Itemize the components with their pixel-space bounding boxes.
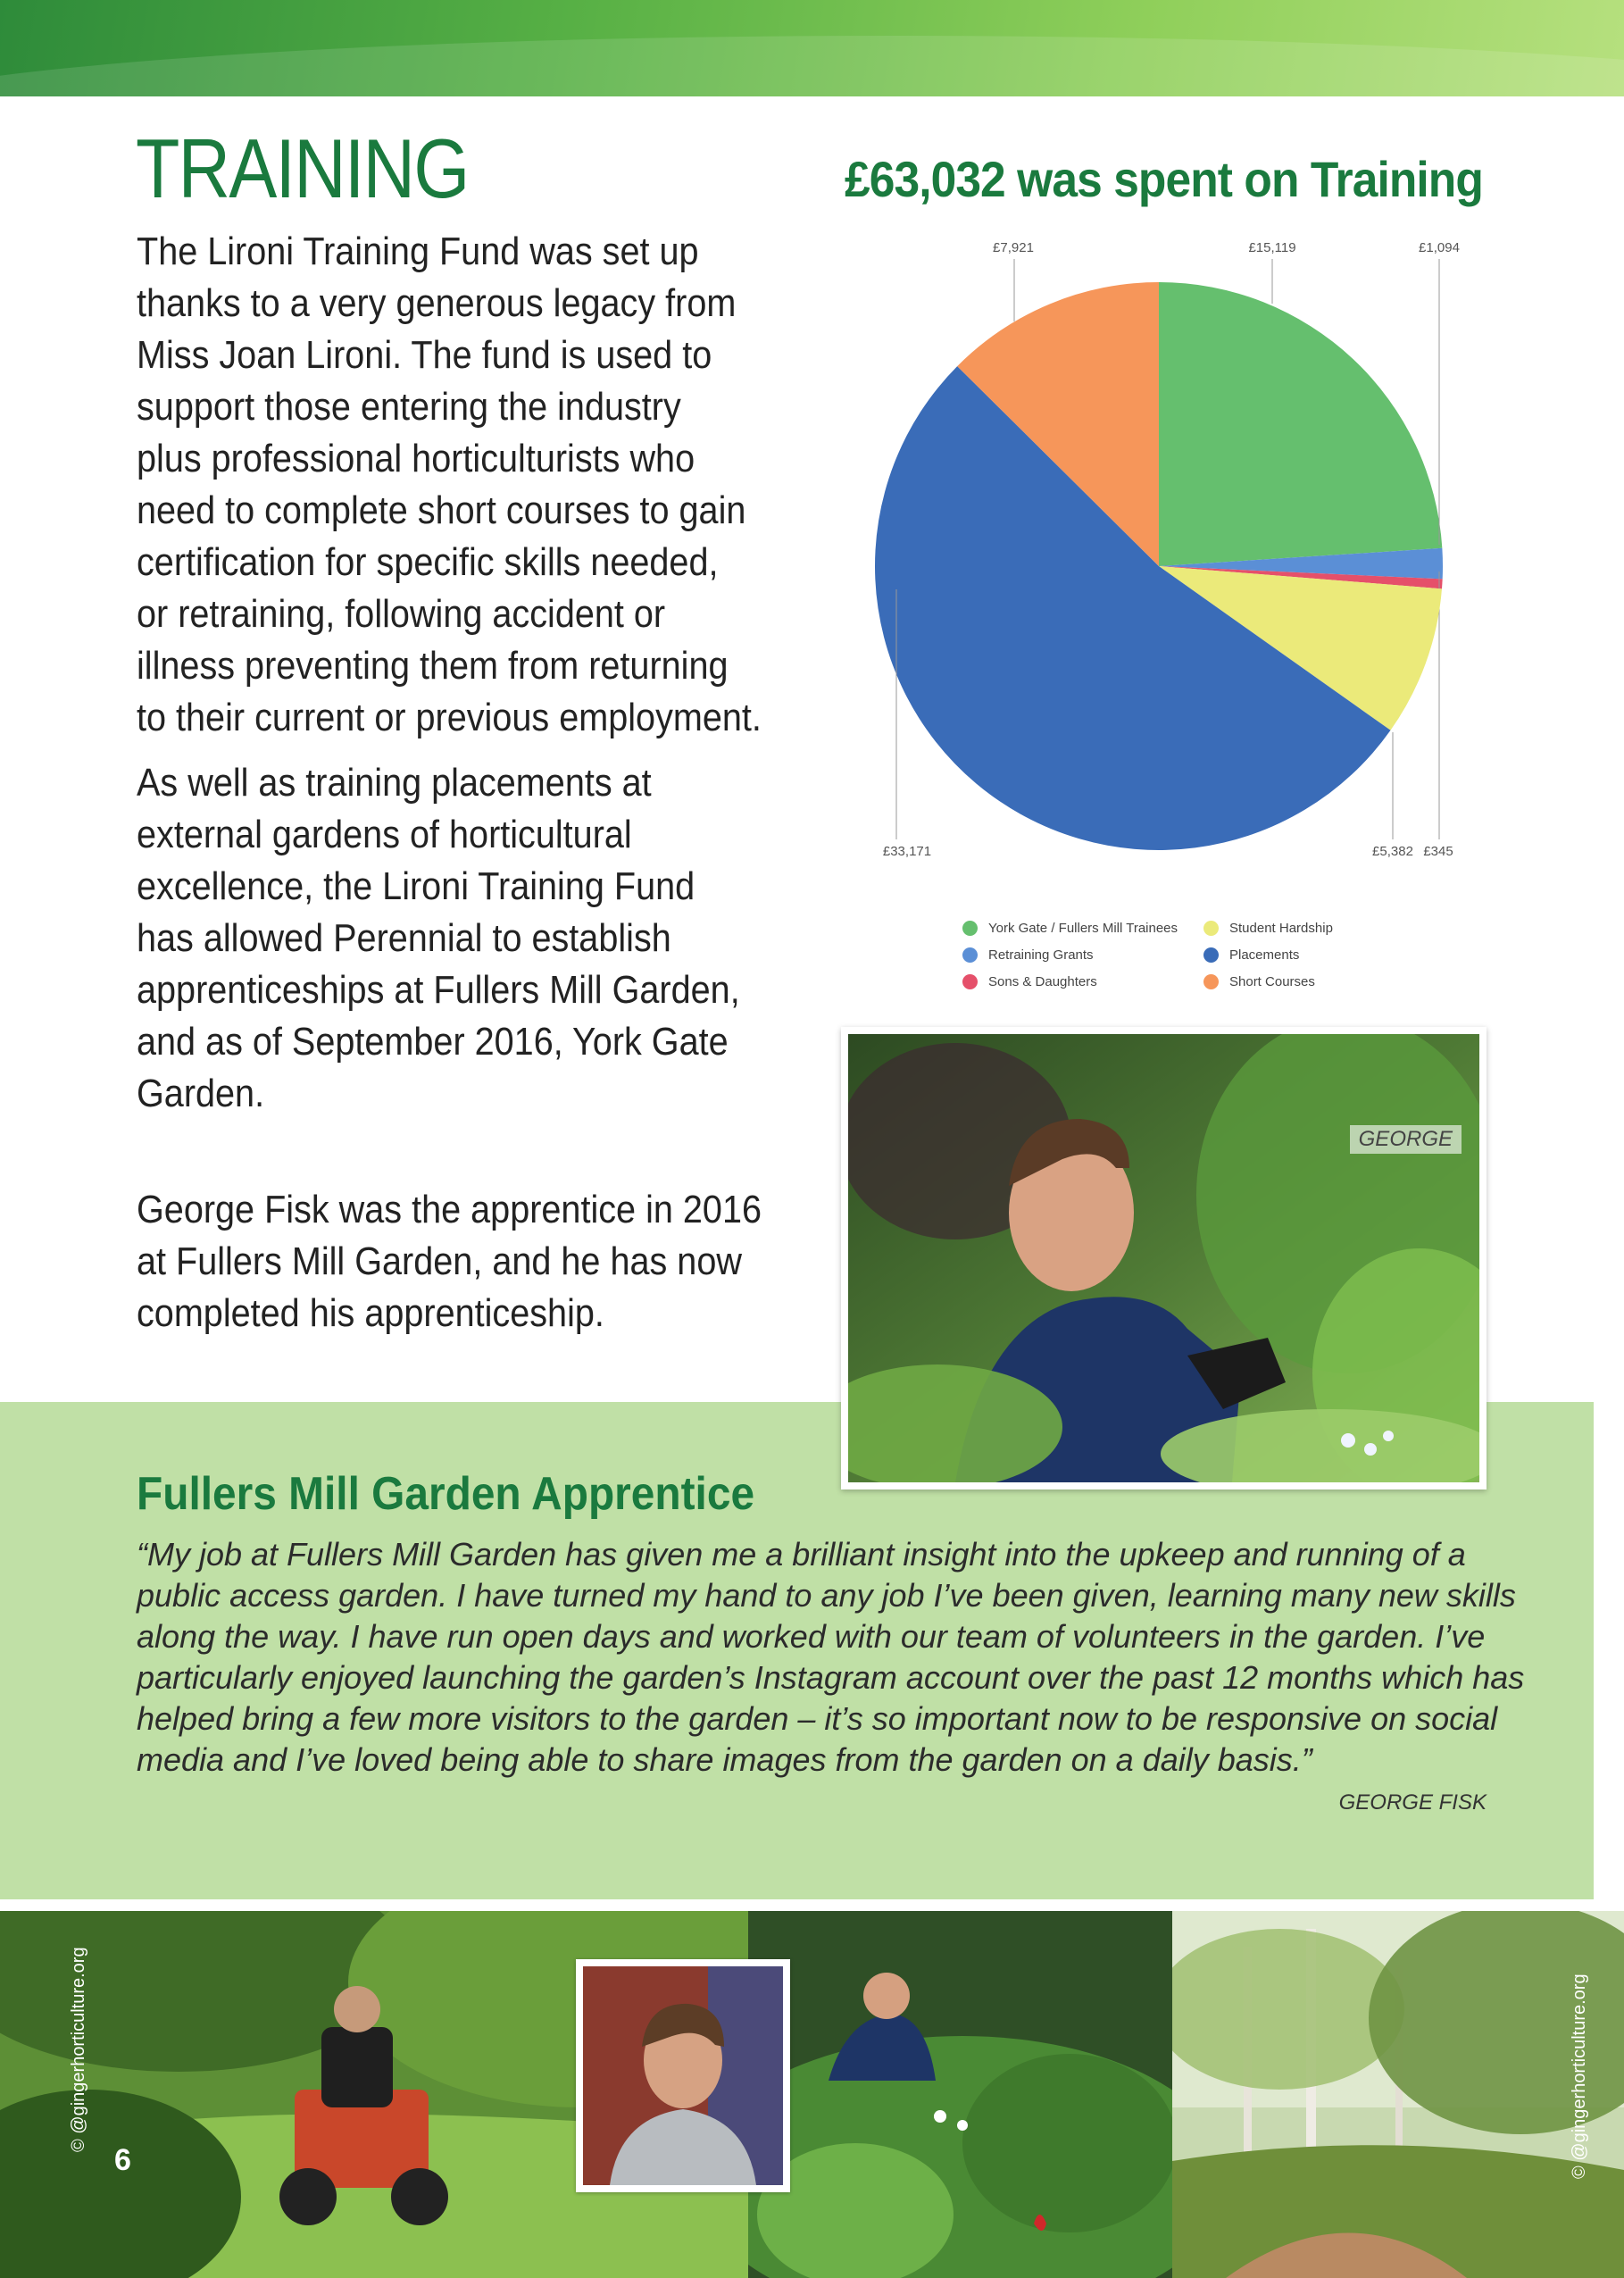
legend-swatch bbox=[1203, 974, 1219, 989]
legend-item bbox=[1203, 945, 1427, 964]
legend-swatch bbox=[1203, 921, 1219, 936]
slice-value-label: £345 bbox=[1423, 844, 1453, 859]
legend-swatch bbox=[962, 974, 978, 989]
photo-credit-right: © @gingerhorticulture.org bbox=[1570, 1973, 1589, 2179]
slice-value-label: £15,119 bbox=[1248, 240, 1296, 255]
photo-caption: GEORGE bbox=[1350, 1125, 1462, 1154]
page-title: TRAINING bbox=[136, 121, 469, 215]
chart-legend bbox=[962, 918, 1427, 991]
slice-value-label: £1,094 bbox=[1419, 240, 1460, 255]
body-line: and as of September 2016, York Gate bbox=[137, 1020, 729, 1064]
george-portrait bbox=[576, 1959, 790, 2192]
body-line: has allowed Perennial to establish bbox=[137, 916, 671, 960]
body-line: certification for specific skills needed, bbox=[137, 540, 719, 584]
woodland-photo-image bbox=[1172, 1911, 1624, 2278]
body-line: or retraining, following accident or bbox=[137, 592, 666, 636]
body-line: thanks to a very generous legacy from bbox=[137, 281, 737, 325]
slice-value-label: £5,382 bbox=[1372, 844, 1413, 859]
legend-item bbox=[962, 972, 1203, 991]
page-number: 6 bbox=[114, 2143, 131, 2177]
body-line: illness preventing them from returning bbox=[137, 644, 729, 688]
legend-item bbox=[1203, 918, 1427, 938]
portrait-image bbox=[583, 1966, 783, 2185]
body-line: Miss Joan Lironi. The fund is used to bbox=[137, 333, 712, 377]
pie-chart bbox=[857, 232, 1482, 875]
body-line: to their current or previous employment. bbox=[137, 696, 762, 739]
legend-label: Placements bbox=[1229, 947, 1300, 963]
legend-label: Student Hardship bbox=[1229, 920, 1333, 936]
legend-label: York Gate / Fullers Mill Trainees bbox=[988, 920, 1178, 936]
header-banner bbox=[0, 0, 1624, 96]
slice-value-label: £7,921 bbox=[993, 240, 1034, 255]
legend-swatch bbox=[962, 947, 978, 963]
photo-george-planting bbox=[748, 1911, 1172, 2278]
legend-label: Retraining Grants bbox=[988, 947, 1094, 963]
body-line: support those entering the industry bbox=[137, 385, 681, 429]
body-line: plus professional horticulturists who bbox=[137, 437, 695, 480]
photo-credit-left: © @gingerhorticulture.org bbox=[69, 1947, 88, 2152]
body-line: Garden. bbox=[137, 1072, 265, 1115]
garden-photo-image bbox=[848, 1034, 1479, 1482]
legend-label: Short Courses bbox=[1229, 973, 1315, 989]
george-photo bbox=[841, 1027, 1487, 1489]
chart-title: £63,032 was spent on Training bbox=[845, 151, 1483, 207]
legend-label: Sons & Daughters bbox=[988, 973, 1097, 989]
body-line: need to complete short courses to gain bbox=[137, 488, 746, 532]
body-line: external gardens of horticultural bbox=[137, 813, 632, 856]
planting-photo-image bbox=[748, 1911, 1172, 2278]
body-line: As well as training placements at bbox=[137, 761, 652, 805]
body-line: George Fisk was the apprentice in 2016 bbox=[137, 1188, 762, 1231]
legend-swatch bbox=[962, 921, 978, 936]
body-line: The Lironi Training Fund was set up bbox=[137, 229, 699, 273]
body-line: completed his apprenticeship. bbox=[137, 1291, 604, 1335]
photo-woodland bbox=[1172, 1911, 1624, 2278]
legend-item bbox=[962, 918, 1203, 938]
legend-swatch bbox=[1203, 947, 1219, 963]
legend-item bbox=[1203, 972, 1427, 991]
body-line: excellence, the Lironi Training Fund bbox=[137, 864, 695, 908]
testimonial-quote: “My job at Fullers Mill Garden has given me a brilliant insight into the upkeep and running of a public access garden. I have turned my hand to any job I’ve been given, learning many new skills along the way. I have run open days and worked with our team of volunteers in the garden. I’ve particularly enjoyed launching the garden’s Instagram account over the past 12 months which has helped bring a few more visitors to the garden – it’s so important now to be responsive on social media and I’ve loved being able to share images from the garden on a daily basis.” bbox=[137, 1536, 1525, 1778]
slice-value-label: £33,171 bbox=[882, 844, 932, 859]
legend-item bbox=[962, 945, 1203, 964]
section-heading: Fullers Mill Garden Apprentice bbox=[137, 1468, 755, 1520]
pie-slice bbox=[1159, 282, 1442, 566]
body-line: at Fullers Mill Garden, and he has now bbox=[137, 1239, 742, 1283]
quote-attribution: GEORGE FISK bbox=[1338, 1790, 1487, 1815]
body-line: apprenticeships at Fullers Mill Garden, bbox=[137, 968, 740, 1012]
